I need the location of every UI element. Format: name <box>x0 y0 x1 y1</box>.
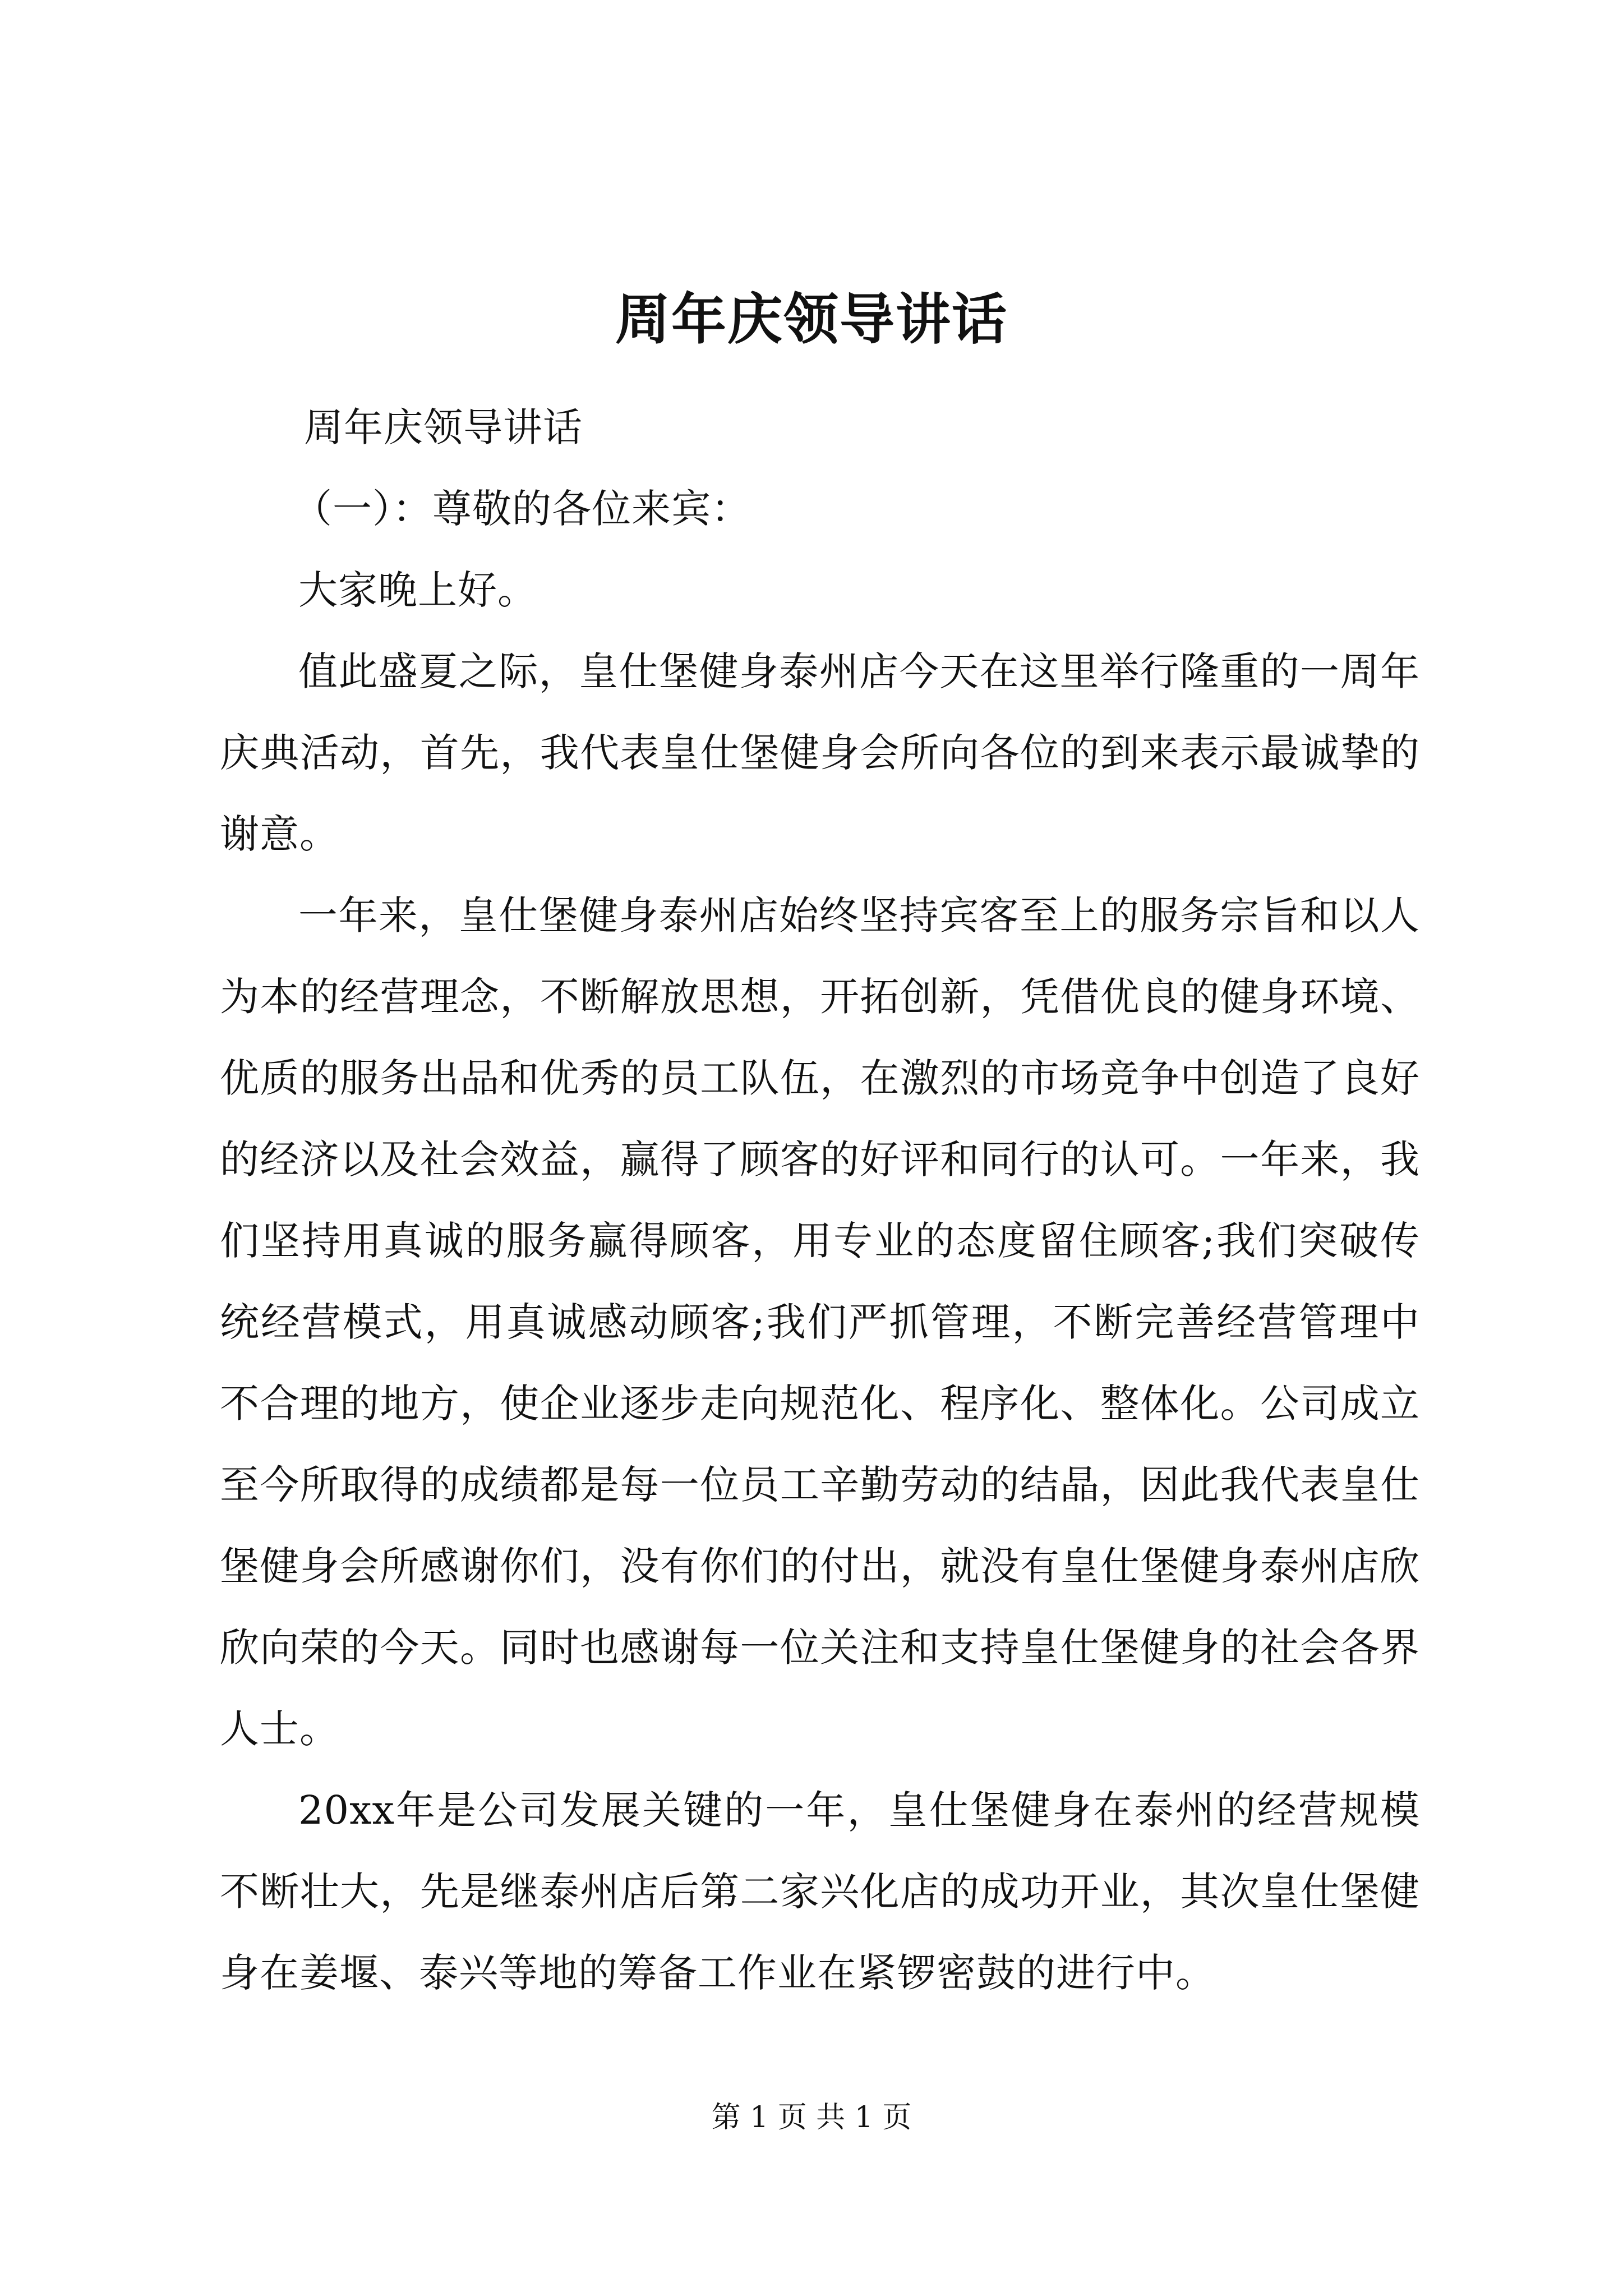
subtitle-paragraph: 周年庆领导讲话 <box>304 404 583 450</box>
document-body <box>220 387 1420 2014</box>
body-paragraph: 值此盛夏之际，皇仕堡健身泰州店今天在这里举行隆重的一周年庆典活动，首先，我代表皇仕堡健身会所向各位的到来表示最诚挚的谢意。 <box>220 648 1420 857</box>
page-footer: 第 1 页 共 1 页 <box>711 2101 912 2134</box>
body-paragraph: 20xx年是公司发展关键的一年，皇仕堡健身在泰州的经营规模不断壮大，先是继泰州店后第二家兴化店的成功开业，其次皇仕堡健身在姜堰、泰兴等地的筹备工作业在紧锣密鼓的进行中。 <box>220 1787 1420 1996</box>
document-title: 周年庆领导讲话 <box>615 287 1008 352</box>
body-paragraph: 一年来，皇仕堡健身泰州店始终坚持宾客至上的服务宗旨和以人为本的经营理念，不断解放思想，开拓创新，凭借优良的健身环境、优质的服务出品和优秀的员工队伍，在激烈的市场竞争中创造了良好的经济以及社会效益，赢得了顾客的好评和同行的认可。一年来，我们坚持用真诚的服务赢得顾客，用专业的态度留住顾客;我们突破传统经营模式，用真诚感动顾客;我们严抓管理，不断完善经营管理中不合理的地方，使企业逐步走向规范化、程序化、整体化。公司成立至今所取得的成绩都是每一位员工辛勤劳动的结晶，因此我代表皇仕堡健身会所感谢你们，没有你们的付出，就没有皇仕堡健身泰州店欣欣向荣的今天。同时也感谢每一位关注和支持皇仕堡健身的社会各界人士。 <box>220 892 1420 1752</box>
greeting-paragraph: 大家晚上好。 <box>298 567 537 613</box>
salutation-paragraph: （一）：尊敬的各位来宾： <box>293 486 751 532</box>
